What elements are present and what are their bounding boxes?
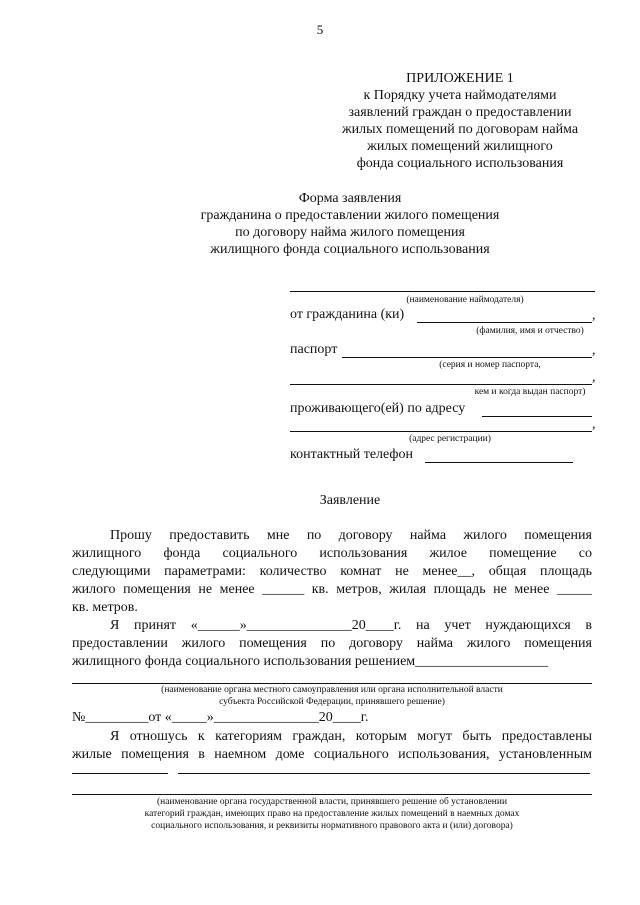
phone-label: контактный телефон (290, 447, 413, 462)
statement-line: кв. метров. (72, 600, 138, 615)
appendix-title: ПРИЛОЖЕНИЕ 1 (406, 71, 514, 86)
form-title-line: гражданина о предоставлении жилого помещения (200, 208, 500, 223)
from-caption: (фамилия, имя и отчество) (476, 326, 584, 336)
caption-line: социального использования, и реквизиты нормативного правового акта и (или) договора) (151, 821, 513, 831)
decision-number-line: №_________от «_____»_______________20____г. (72, 710, 369, 725)
statement-line: Я отношусь к категориям граждан, которым могут быть предоставлены (110, 729, 592, 744)
decision-caption (72, 684, 592, 708)
residing-field-line[interactable] (482, 416, 592, 417)
from-label: от гражданина (ки) (290, 307, 405, 322)
statement-heading: Заявление (319, 493, 381, 508)
category-field-line[interactable] (72, 773, 168, 774)
category-field-line[interactable] (178, 773, 590, 774)
statement-line: следующими параметрами: количество комнат не менее__, общая площадь (72, 564, 592, 579)
statement-line: жилищного фонда социального использования решением___________________ (72, 654, 549, 669)
appendix-line: фонда социального использования (356, 156, 564, 171)
comma: , (592, 417, 596, 432)
caption-line: (наименование органа местного самоуправления или органа исполнительной власти (161, 685, 503, 695)
appendix-line: жилых помещений по договорам найма (341, 122, 579, 137)
page-number: 5 (316, 22, 324, 37)
statement-line: Я принят «______»_______________20____г. на учет нуждающихся в (110, 618, 592, 633)
caption-line: категорий граждан, имеющих право на предоставление жилых помещений в наемных домах (144, 809, 520, 819)
address-field-line[interactable] (290, 431, 592, 432)
landlord-caption: (наименование наймодателя) (406, 295, 524, 305)
passport-field-line[interactable] (342, 357, 592, 358)
category-caption (72, 796, 592, 832)
caption-line: субъекта Российской Федерации, принявшего решение) (219, 697, 445, 707)
form-title-line: жилищного фонда социального использования (210, 242, 490, 257)
comma: , (592, 370, 596, 385)
issued-field-line[interactable] (290, 384, 592, 385)
appendix-line: жилых помещений жилищного (367, 139, 553, 154)
form-title-line: Форма заявления (298, 191, 402, 206)
issued-caption: кем и когда выдан паспорт) (474, 387, 586, 397)
appendix-block (300, 70, 620, 172)
statement-line: предоставлении жилого помещения по договору найма жилого помещения (72, 636, 592, 651)
form-title (140, 190, 560, 258)
comma: , (592, 308, 596, 323)
statement-line: жилые помещения в наемном доме социального использования, установленным (72, 747, 592, 762)
passport-label: паспорт (290, 342, 338, 357)
landlord-field-line[interactable] (290, 291, 595, 292)
from-field-line[interactable] (417, 322, 592, 323)
form-title-line: по договору найма жилого помещения (235, 225, 465, 240)
phone-field-line[interactable] (425, 462, 573, 463)
comma: , (592, 343, 596, 358)
address-caption: (адрес регистрации) (409, 434, 491, 444)
category-field-line[interactable] (72, 794, 592, 795)
appendix-line: к Порядку учета наймодателями (363, 88, 557, 103)
residing-label: проживающего(ей) по адресу (290, 401, 466, 416)
statement-line: жилого помещения не менее ______ кв. метров, жилая площадь не менее _____ (72, 582, 592, 597)
passport-caption: (серия и номер паспорта, (439, 360, 541, 370)
caption-line: (наименование органа государственной власти, принявшего решение об установлении (156, 797, 508, 807)
appendix-line: заявлений граждан о предоставлении (348, 105, 572, 120)
statement-line: жилищного фонда социального использования жилое помещение со (72, 546, 592, 561)
statement-line: Прошу предоставить мне по договору найма жилого помещения (110, 528, 592, 543)
